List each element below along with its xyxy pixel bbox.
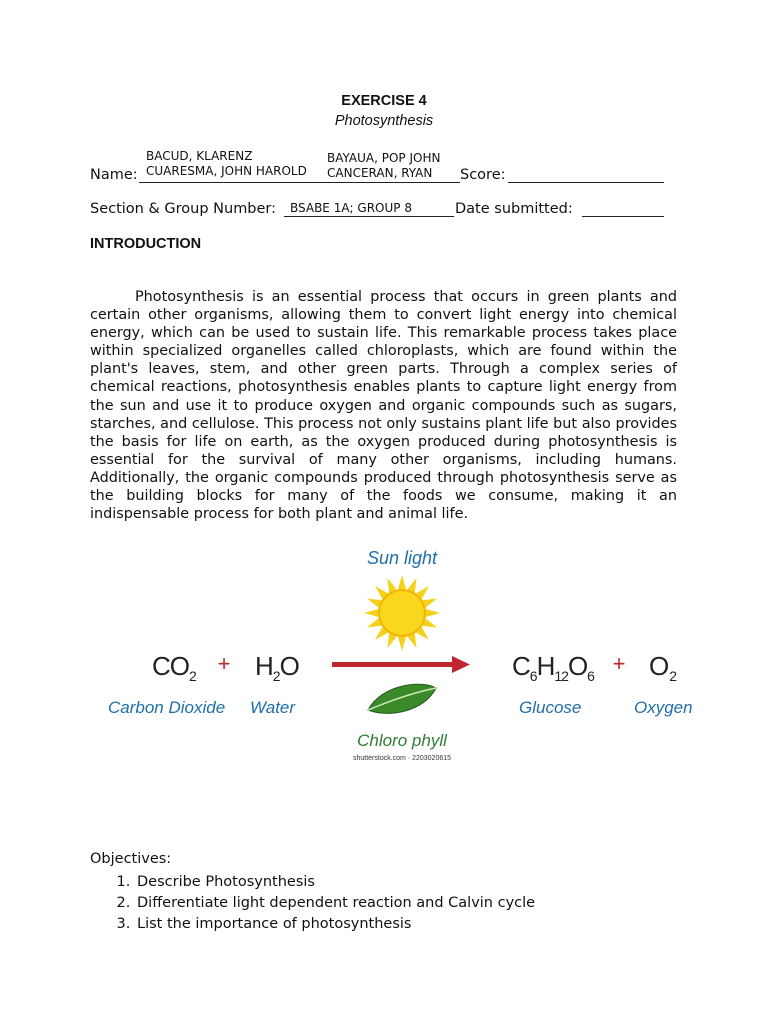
chlorophyll-label: Chloro phyll — [357, 731, 447, 750]
date-underline — [582, 216, 664, 217]
date-label: Date submitted: — [455, 201, 573, 217]
leaf-icon — [368, 684, 436, 713]
product-glucose-formula: $C_6H_{12}O_6$ — [512, 651, 594, 684]
objectives-heading: Objectives: — [90, 851, 172, 867]
introduction-paragraph: Photosynthesis is an essential process that occurs in green plants and certain other organisms, allowing them to convert light energy into chemical energy, which can be used to sustain life. This remarkable process takes place within specialized organelles called chloroplasts, which are found within the plant's leaves, stem, and other green parts. Through a complex series of chemical reactions, photosynthesis enables plants to capture light energy from the sun and use it to produce oxygen and organic compounds such as sugars, starches, and cellulose. This process not only sustains plant life but also provides the basis for life on earth, as the oxygen produced during photosynthesis is essential for the survival of many other organisms, including humans. Additionally, the organic compounds produced through photosynthesis serve as the building blocks for many of the foods we consume, making it an indispensable process for both plant and animal life. — [90, 289, 677, 523]
name-underline — [139, 182, 460, 183]
reactant-co2-formula: $CO_2$ — [152, 651, 196, 684]
reaction-arrow — [332, 656, 470, 673]
sun-light-label: Sun light — [366, 548, 438, 568]
exercise-subtitle: Photosynthesis — [334, 113, 434, 129]
glucose-label: Glucose — [519, 698, 582, 717]
name-entry-3: BAYAUA, POP JOHN — [327, 151, 441, 165]
plus-sign-1: + — [217, 651, 231, 676]
watermark-text: shutterstock.com · 2203020615 — [352, 755, 452, 762]
carbon-dioxide-label: Carbon Dioxide — [108, 698, 226, 717]
reactant-h2o-formula: $H_2O$ — [255, 651, 299, 684]
sun-icon — [364, 575, 440, 651]
photosynthesis-equation-diagram — [100, 540, 700, 770]
section-label: Section & Group Number: — [90, 201, 277, 217]
score-underline — [508, 182, 664, 183]
plus-sign-2: + — [612, 651, 626, 676]
exercise-title: EXERCISE 4 — [341, 93, 427, 109]
list-item: 3. List the importance of photosynthesis — [135, 914, 535, 935]
name-entry-4: CANCERAN, RYAN — [327, 166, 433, 180]
section-value: BSABE 1A; GROUP 8 — [290, 201, 412, 215]
list-item: 2. Differentiate light dependent reaction and Calvin cycle — [135, 893, 535, 914]
score-label: Score: — [460, 167, 506, 183]
objectives-list — [90, 872, 535, 934]
oxygen-label: Oxygen — [634, 698, 693, 717]
water-label: Water — [250, 698, 296, 717]
product-oxygen-formula: $O_2$ — [649, 651, 678, 684]
name-entry-2: CUARESMA, JOHN HAROLD — [146, 164, 307, 178]
name-label: Name: — [90, 167, 138, 183]
section-underline — [284, 216, 454, 217]
list-item: 1. Describe Photosynthesis — [135, 872, 535, 893]
introduction-heading: INTRODUCTION — [90, 236, 202, 252]
name-entry-1: BACUD, KLARENZ — [146, 149, 253, 163]
